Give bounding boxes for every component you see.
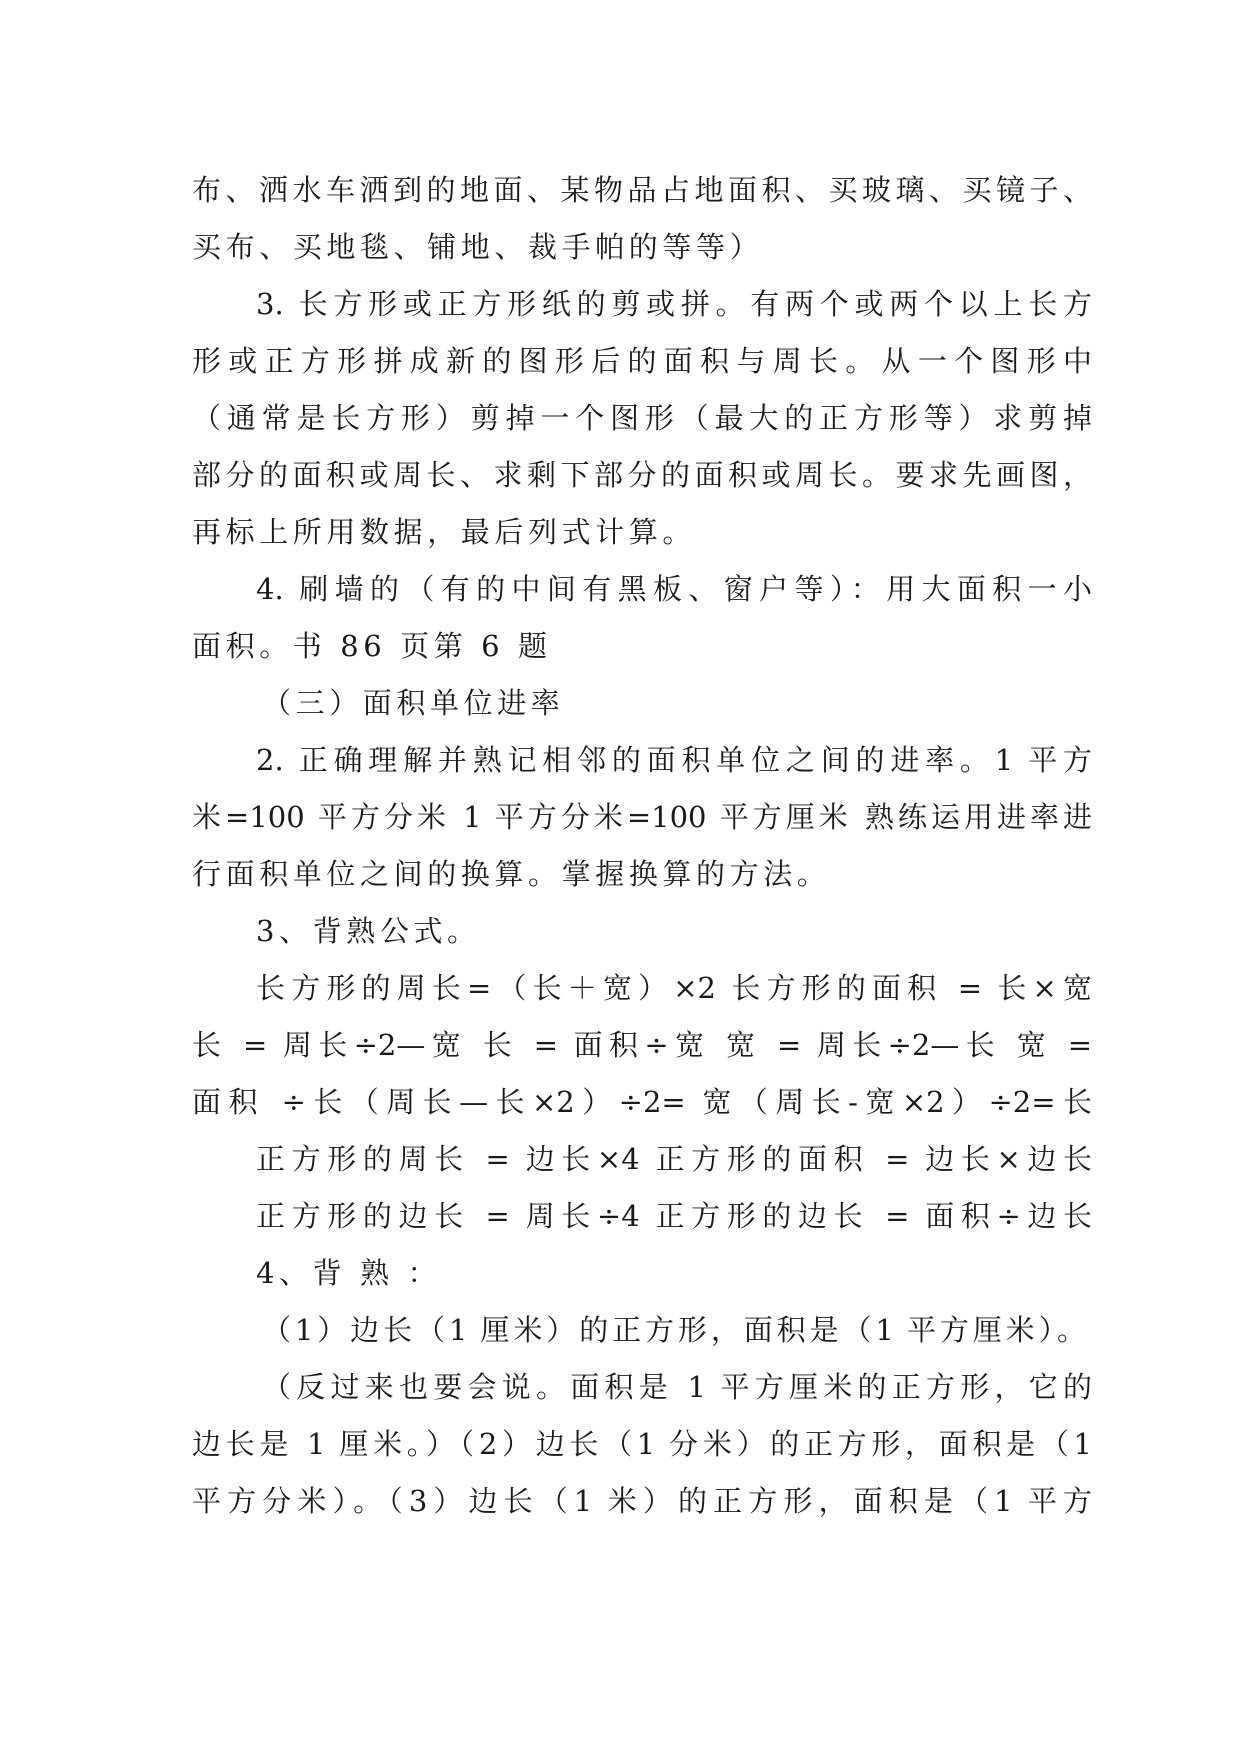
text-line: 米=100 平方分米 1 平方分米=100 平方厘米 熟练运用进率进 (192, 800, 1092, 834)
text-line: 2. 正确理解并熟记相邻的面积单位之间的进率。1 平方 (256, 743, 1092, 777)
text-line: 边长是 1 厘米。）（2）边长（1 分米）的正方形，面积是（1 (192, 1427, 1092, 1461)
text-line: 行面积单位之间的换算。掌握换算的方法。 (192, 857, 831, 891)
formula-line: 长 = 周长÷2—宽 长 = 面积÷宽 宽 = 周长÷2—长 宽 = (192, 1028, 1092, 1062)
text-line: 4、背 熟 ： (256, 1256, 442, 1290)
text-line: 布、洒水车洒到的地面、某物品占地面积、买玻璃、买镜子、 (192, 173, 1092, 207)
section-heading: （三）面积单位进率 (262, 686, 565, 720)
formula-line: 正方形的边长 = 周长÷4 正方形的边长 = 面积÷边长 (256, 1199, 1092, 1233)
text-line: 3. 长方形或正方形纸的剪或拼。有两个或两个以上长方 (256, 287, 1092, 321)
text-line: （1）边长（1 厘米）的正方形，面积是（1 平方厘米）。 (262, 1313, 1086, 1347)
formula-line: 长方形的周长=（长＋宽）×2 长方形的面积 = 长×宽 (256, 971, 1092, 1005)
formula-line: 正方形的周长 = 边长×4 正方形的面积 = 边长×边长 (256, 1142, 1092, 1176)
text-line: 3、背熟公式。 (256, 914, 481, 948)
text-line: （反过来也要会说。面积是 1 平方厘米的正方形，它的 (262, 1370, 1092, 1404)
text-line: 形或正方形拼成新的图形后的面积与周长。从一个图形中 (192, 344, 1092, 378)
text-line: 4. 刷墙的（有的中间有黑板、窗户等）：用大面积一小 (256, 572, 1092, 606)
text-line: 买布、买地毯、铺地、裁手帕的等等） (192, 230, 764, 264)
text-line: （通常是长方形）剪掉一个图形（最大的正方形等）求剪掉 (192, 401, 1092, 435)
formula-line: 面积 ÷长（周长—长×2）÷2= 宽（周长-宽×2）÷2=长 (192, 1085, 1092, 1119)
text-line: 平方分米）。（3）边长（1 米）的正方形，面积是（1 平方 (192, 1484, 1092, 1518)
text-line: 面积。书 86 页第 6 题 (192, 629, 552, 663)
text-line: 部分的面积或周长、求剩下部分的面积或周长。要求先画图， (192, 458, 1092, 492)
text-line: 再标上所用数据，最后列式计算。 (192, 515, 697, 549)
